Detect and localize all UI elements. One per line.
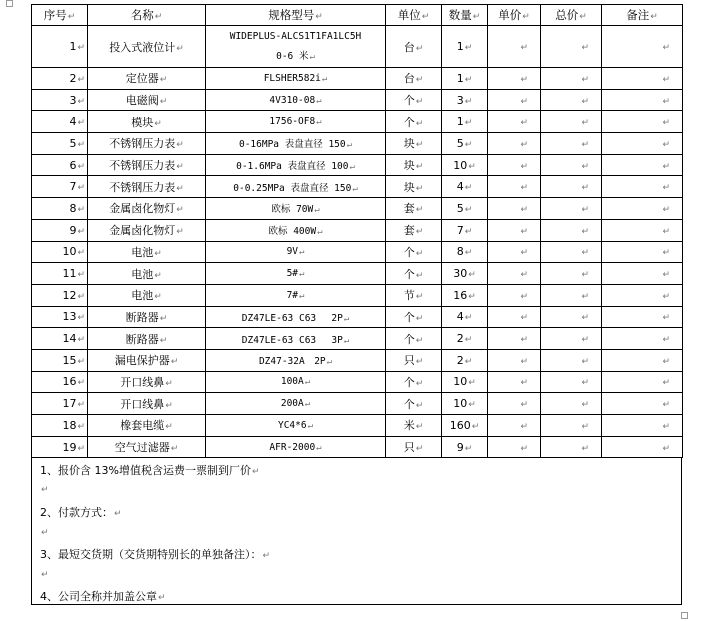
header-unit: 单位↵ bbox=[386, 5, 442, 26]
cell-remark[interactable]: ↵ bbox=[602, 415, 683, 437]
cell-spec[interactable]: 100A↵ bbox=[206, 371, 386, 393]
cell-name[interactable]: 定位器↵ bbox=[88, 68, 206, 90]
cell-remark[interactable]: ↵ bbox=[602, 263, 683, 285]
cell-name[interactable]: 电磁阀↵ bbox=[88, 89, 206, 111]
cell-unit-price[interactable]: ↵ bbox=[488, 328, 541, 350]
cell-qty[interactable]: 8↵ bbox=[442, 241, 488, 263]
cell-remark[interactable]: ↵ bbox=[602, 198, 683, 220]
quotation-table bbox=[31, 4, 683, 458]
cell-total-price[interactable]: ↵ bbox=[541, 176, 602, 198]
cell-qty[interactable]: 4↵ bbox=[442, 176, 488, 198]
cell-spec[interactable]: 1756-OF8↵ bbox=[206, 111, 386, 133]
cell-unit[interactable]: 台↵ bbox=[386, 68, 442, 90]
cell-name[interactable]: 开口线鼻↵ bbox=[88, 371, 206, 393]
cell-remark[interactable]: ↵ bbox=[602, 26, 683, 68]
cell-total-price[interactable]: ↵ bbox=[541, 284, 602, 306]
cell-total-price[interactable]: ↵ bbox=[541, 89, 602, 111]
cell-total-price[interactable]: ↵ bbox=[541, 371, 602, 393]
cell-remark[interactable]: ↵ bbox=[602, 328, 683, 350]
cell-remark[interactable]: ↵ bbox=[602, 306, 683, 328]
cell-unit[interactable]: 套↵ bbox=[386, 219, 442, 241]
cell-unit-price[interactable]: ↵ bbox=[488, 68, 541, 90]
table-anchor-handle[interactable] bbox=[6, 0, 13, 7]
cell-spec[interactable]: 0-1.6MPa 表盘直径 100↵ bbox=[206, 154, 386, 176]
notes-section[interactable] bbox=[31, 458, 682, 605]
header-spec: 规格型号↵ bbox=[206, 5, 386, 26]
table-resize-handle[interactable] bbox=[681, 612, 688, 619]
cell-qty[interactable]: 1↵ bbox=[442, 68, 488, 90]
cell-no[interactable]: 9↵ bbox=[32, 219, 88, 241]
cell-unit-price[interactable]: ↵ bbox=[488, 393, 541, 415]
cell-spec[interactable]: AFR-2000↵ bbox=[206, 436, 386, 458]
table-row bbox=[32, 133, 683, 155]
header-unit-price: 单价↵ bbox=[488, 5, 541, 26]
cell-total-price[interactable]: ↵ bbox=[541, 241, 602, 263]
table-row bbox=[32, 68, 683, 90]
cell-no[interactable]: 8↵ bbox=[32, 198, 88, 220]
note-blank-2: ↵ bbox=[41, 528, 49, 539]
header-total-price: 总价↵ bbox=[541, 5, 602, 26]
cell-spec[interactable]: 7#↵ bbox=[206, 284, 386, 306]
cell-remark[interactable]: ↵ bbox=[602, 284, 683, 306]
cell-remark[interactable]: ↵ bbox=[602, 393, 683, 415]
cell-unit[interactable]: 只↵ bbox=[386, 436, 442, 458]
note-blank-1: ↵ bbox=[41, 485, 49, 496]
cell-name[interactable]: 金属卤化物灯↵ bbox=[88, 219, 206, 241]
cell-remark[interactable]: ↵ bbox=[602, 89, 683, 111]
cell-unit[interactable]: 个↵ bbox=[386, 328, 442, 350]
cell-remark[interactable]: ↵ bbox=[602, 111, 683, 133]
cell-remark[interactable]: ↵ bbox=[602, 436, 683, 458]
table-row bbox=[32, 176, 683, 198]
cell-remark[interactable]: ↵ bbox=[602, 68, 683, 90]
cell-no[interactable]: 16↵ bbox=[32, 371, 88, 393]
cell-total-price[interactable]: ↵ bbox=[541, 349, 602, 371]
table-row bbox=[32, 393, 683, 415]
cell-total-price[interactable]: ↵ bbox=[541, 154, 602, 176]
cell-qty[interactable]: 3↵ bbox=[442, 89, 488, 111]
cell-qty[interactable]: 5↵ bbox=[442, 198, 488, 220]
header-remark: 备注↵ bbox=[602, 5, 683, 26]
note-payment: 2、付款方式：↵ bbox=[40, 506, 122, 520]
cell-unit[interactable]: 个↵ bbox=[386, 111, 442, 133]
cell-no[interactable]: 14↵ bbox=[32, 328, 88, 350]
table-row bbox=[32, 26, 683, 68]
cell-qty[interactable]: 4↵ bbox=[442, 306, 488, 328]
table-header-row bbox=[32, 5, 683, 26]
table-row bbox=[32, 349, 683, 371]
cell-unit-price[interactable]: ↵ bbox=[488, 176, 541, 198]
cell-no[interactable]: 19↵ bbox=[32, 436, 88, 458]
cell-spec[interactable]: 欧标 400W↵ bbox=[206, 219, 386, 241]
cell-qty[interactable]: 160↵ bbox=[442, 415, 488, 437]
cell-unit[interactable]: 块↵ bbox=[386, 154, 442, 176]
cell-total-price[interactable]: ↵ bbox=[541, 111, 602, 133]
cell-unit-price[interactable]: ↵ bbox=[488, 89, 541, 111]
cell-unit[interactable]: 块↵ bbox=[386, 133, 442, 155]
cell-no[interactable]: 2↵ bbox=[32, 68, 88, 90]
cell-qty[interactable]: 10↵ bbox=[442, 154, 488, 176]
cell-total-price[interactable]: ↵ bbox=[541, 198, 602, 220]
cell-spec[interactable]: DZ47-32A 2P↵ bbox=[206, 349, 386, 371]
cell-unit-price[interactable]: ↵ bbox=[488, 436, 541, 458]
cell-name[interactable]: 不锈钢压力表↵ bbox=[88, 133, 206, 155]
cell-name[interactable]: 橡套电缆↵ bbox=[88, 415, 206, 437]
table-row bbox=[32, 371, 683, 393]
cell-unit[interactable]: 个↵ bbox=[386, 306, 442, 328]
cell-unit[interactable]: 块↵ bbox=[386, 176, 442, 198]
table-row bbox=[32, 241, 683, 263]
cell-name[interactable]: 不锈钢压力表↵ bbox=[88, 154, 206, 176]
cell-unit[interactable]: 个↵ bbox=[386, 371, 442, 393]
cell-remark[interactable]: ↵ bbox=[602, 176, 683, 198]
table-row bbox=[32, 263, 683, 285]
cell-unit-price[interactable]: ↵ bbox=[488, 349, 541, 371]
cell-no[interactable]: 13↵ bbox=[32, 306, 88, 328]
table-row bbox=[32, 284, 683, 306]
cell-unit[interactable]: 个↵ bbox=[386, 89, 442, 111]
table-row bbox=[32, 328, 683, 350]
table-row bbox=[32, 154, 683, 176]
cell-spec[interactable]: 0-16MPa 表盘直径 150↵ bbox=[206, 133, 386, 155]
cell-unit[interactable]: 套↵ bbox=[386, 198, 442, 220]
cell-no[interactable]: 6↵ bbox=[32, 154, 88, 176]
table-row bbox=[32, 219, 683, 241]
cell-total-price[interactable]: ↵ bbox=[541, 328, 602, 350]
note-blank-3: ↵ bbox=[41, 570, 49, 581]
cell-qty[interactable]: 2↵ bbox=[442, 328, 488, 350]
cell-total-price[interactable]: ↵ bbox=[541, 26, 602, 68]
note-company: 4、公司全称并加盖公章↵ bbox=[40, 590, 166, 604]
cell-unit[interactable]: 米↵ bbox=[386, 415, 442, 437]
quotation-sheet bbox=[31, 4, 682, 605]
cell-total-price[interactable]: ↵ bbox=[541, 219, 602, 241]
cell-unit[interactable]: 台↵ bbox=[386, 26, 442, 68]
note-tax: 1、报价含 13%增值税含运费一票制到厂价↵ bbox=[40, 464, 260, 478]
cell-spec[interactable]: 9V↵ bbox=[206, 241, 386, 263]
cell-name[interactable]: 模块↵ bbox=[88, 111, 206, 133]
cell-unit-price[interactable]: ↵ bbox=[488, 198, 541, 220]
cell-remark[interactable]: ↵ bbox=[602, 241, 683, 263]
cell-qty[interactable]: 30↵ bbox=[442, 263, 488, 285]
cell-no[interactable]: 12↵ bbox=[32, 284, 88, 306]
cell-qty[interactable]: 10↵ bbox=[442, 393, 488, 415]
cell-unit[interactable]: 个↵ bbox=[386, 393, 442, 415]
cell-unit-price[interactable]: ↵ bbox=[488, 284, 541, 306]
cell-spec[interactable]: 0-0.25MPa 表盘直径 150↵ bbox=[206, 176, 386, 198]
note-delivery: 3、最短交货期（交货期特别长的单独备注）：↵ bbox=[40, 548, 271, 562]
cell-name[interactable]: 漏电保护器↵ bbox=[88, 349, 206, 371]
cell-unit-price[interactable]: ↵ bbox=[488, 133, 541, 155]
cell-no[interactable]: 5↵ bbox=[32, 133, 88, 155]
cell-spec[interactable]: 5#↵ bbox=[206, 263, 386, 285]
cell-spec[interactable]: 200A↵ bbox=[206, 393, 386, 415]
cell-name[interactable]: 开口线鼻↵ bbox=[88, 393, 206, 415]
cell-total-price[interactable]: ↵ bbox=[541, 263, 602, 285]
cell-total-price[interactable]: ↵ bbox=[541, 133, 602, 155]
cell-total-price[interactable]: ↵ bbox=[541, 415, 602, 437]
cell-no[interactable]: 1↵ bbox=[32, 26, 88, 68]
cell-no[interactable]: 10↵ bbox=[32, 241, 88, 263]
cell-remark[interactable]: ↵ bbox=[602, 154, 683, 176]
cell-remark[interactable]: ↵ bbox=[602, 349, 683, 371]
cell-name[interactable]: 投入式液位计↵ bbox=[88, 26, 206, 68]
cell-no[interactable]: 3↵ bbox=[32, 89, 88, 111]
cell-qty[interactable]: 5↵ bbox=[442, 133, 488, 155]
cell-spec[interactable]: FLSHER582i↵ bbox=[206, 68, 386, 90]
cell-qty[interactable]: 16↵ bbox=[442, 284, 488, 306]
cell-unit-price[interactable]: ↵ bbox=[488, 154, 541, 176]
cell-qty[interactable]: 7↵ bbox=[442, 219, 488, 241]
cell-unit[interactable]: 个↵ bbox=[386, 241, 442, 263]
cell-unit-price[interactable]: ↵ bbox=[488, 415, 541, 437]
header-qty: 数量↵ bbox=[442, 5, 488, 26]
table-row bbox=[32, 198, 683, 220]
cell-qty[interactable]: 9↵ bbox=[442, 436, 488, 458]
cell-unit-price[interactable]: ↵ bbox=[488, 263, 541, 285]
cell-unit-price[interactable]: ↵ bbox=[488, 371, 541, 393]
cell-qty[interactable]: 10↵ bbox=[442, 371, 488, 393]
cell-spec[interactable]: DZ47LE-63 C63 3P↵ bbox=[206, 328, 386, 350]
cell-total-price[interactable]: ↵ bbox=[541, 436, 602, 458]
header-no: 序号↵ bbox=[32, 5, 88, 26]
cell-unit-price[interactable]: ↵ bbox=[488, 219, 541, 241]
cell-name[interactable]: 金属卤化物灯↵ bbox=[88, 198, 206, 220]
table-row bbox=[32, 111, 683, 133]
cell-name[interactable]: 断路器↵ bbox=[88, 306, 206, 328]
cell-no[interactable]: 4↵ bbox=[32, 111, 88, 133]
cell-name[interactable]: 电池↵ bbox=[88, 263, 206, 285]
table-row bbox=[32, 89, 683, 111]
cell-spec[interactable]: YC4*6↵ bbox=[206, 415, 386, 437]
cell-name[interactable]: 电池↵ bbox=[88, 284, 206, 306]
cell-name[interactable]: 不锈钢压力表↵ bbox=[88, 176, 206, 198]
cell-remark[interactable]: ↵ bbox=[602, 371, 683, 393]
cell-unit-price[interactable]: ↵ bbox=[488, 26, 541, 68]
cell-name[interactable]: 空气过滤器↵ bbox=[88, 436, 206, 458]
cell-name[interactable]: 断路器↵ bbox=[88, 328, 206, 350]
cell-unit[interactable]: 只↵ bbox=[386, 349, 442, 371]
cell-total-price[interactable]: ↵ bbox=[541, 68, 602, 90]
cell-unit-price[interactable]: ↵ bbox=[488, 241, 541, 263]
cell-no[interactable]: 15↵ bbox=[32, 349, 88, 371]
cell-unit-price[interactable]: ↵ bbox=[488, 111, 541, 133]
cell-qty[interactable]: 1↵ bbox=[442, 111, 488, 133]
cell-spec[interactable]: 欧标 70W↵ bbox=[206, 198, 386, 220]
cell-total-price[interactable]: ↵ bbox=[541, 306, 602, 328]
cell-qty[interactable]: 1↵ bbox=[442, 26, 488, 68]
cell-no[interactable]: 17↵ bbox=[32, 393, 88, 415]
cell-total-price[interactable]: ↵ bbox=[541, 393, 602, 415]
cell-unit[interactable]: 个↵ bbox=[386, 263, 442, 285]
cell-no[interactable]: 18↵ bbox=[32, 415, 88, 437]
cell-spec[interactable]: 4V310-08↵ bbox=[206, 89, 386, 111]
cell-remark[interactable]: ↵ bbox=[602, 133, 683, 155]
cell-qty[interactable]: 2↵ bbox=[442, 349, 488, 371]
cell-no[interactable]: 11↵ bbox=[32, 263, 88, 285]
table-row bbox=[32, 415, 683, 437]
cell-unit[interactable]: 节↵ bbox=[386, 284, 442, 306]
cell-unit-price[interactable]: ↵ bbox=[488, 306, 541, 328]
cell-no[interactable]: 7↵ bbox=[32, 176, 88, 198]
header-name: 名称↵ bbox=[88, 5, 206, 26]
cell-spec[interactable]: WIDEPLUS-ALCS1T1FA1LC5H 0-6 米↵ bbox=[206, 26, 386, 68]
cell-name[interactable]: 电池↵ bbox=[88, 241, 206, 263]
table-row bbox=[32, 436, 683, 458]
cell-spec[interactable]: DZ47LE-63 C63 2P↵ bbox=[206, 306, 386, 328]
table-row bbox=[32, 306, 683, 328]
cell-remark[interactable]: ↵ bbox=[602, 219, 683, 241]
